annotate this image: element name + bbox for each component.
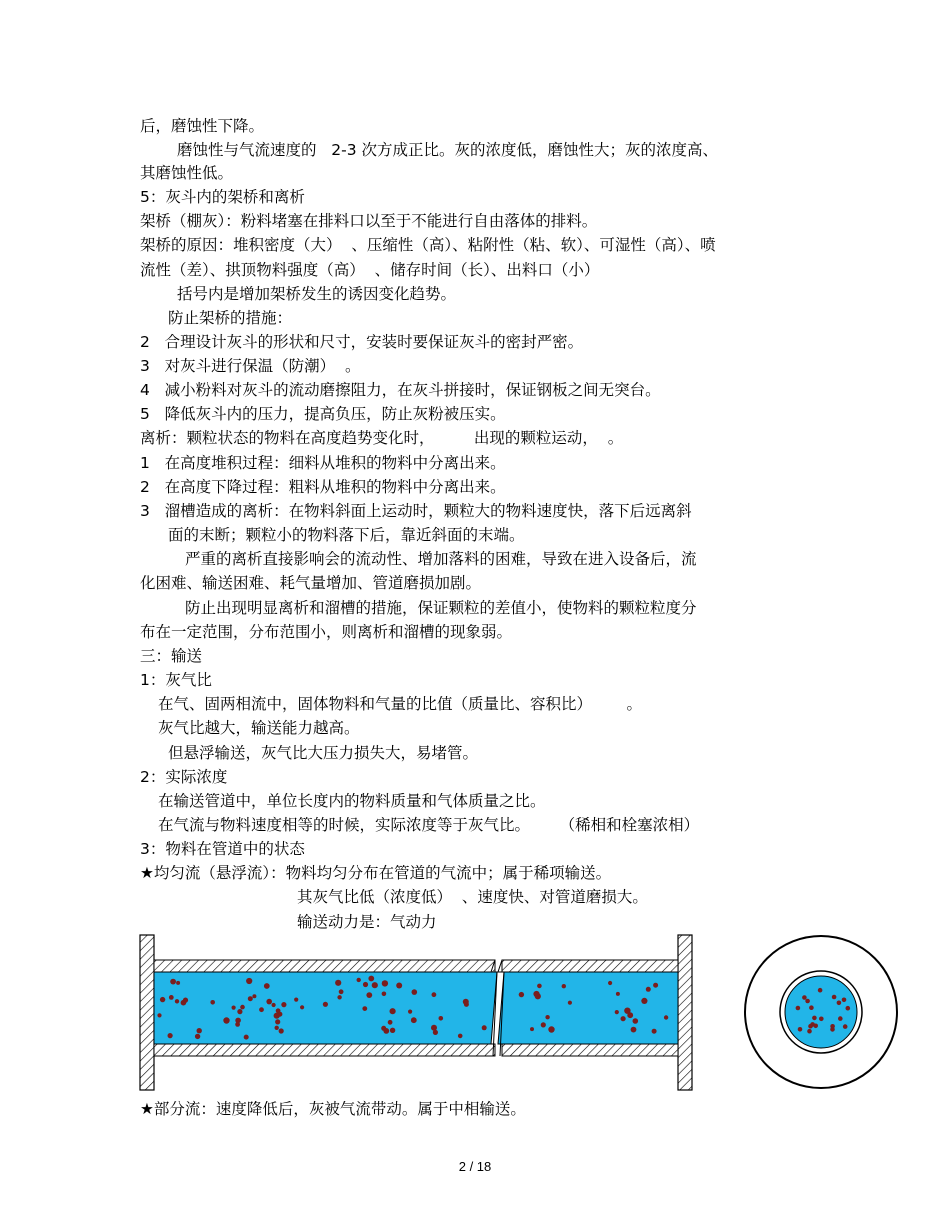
particle-dot bbox=[832, 995, 837, 1000]
text-line-33: 其灰气比低（浓度低） 、速度快、对管道磨损大。 bbox=[297, 888, 648, 906]
particle-dot bbox=[368, 976, 374, 982]
particle-dot bbox=[646, 987, 651, 992]
particle-dot bbox=[535, 993, 541, 999]
particle-dot bbox=[808, 1024, 813, 1029]
particle-dot bbox=[616, 992, 620, 996]
subheading-3: 3：物料在管道中的状态 bbox=[140, 840, 305, 858]
text-line-29: 在输送管道中，单位长度内的物料质量和气体质量之比。 bbox=[158, 792, 546, 810]
particle-dot bbox=[170, 979, 176, 985]
particle-dot bbox=[843, 1024, 848, 1029]
particle-dot bbox=[335, 980, 341, 986]
left-flange bbox=[140, 935, 154, 1090]
particle-dot bbox=[458, 1034, 463, 1039]
text-line-2: 磨蚀性与气流速度的 2-3 次方成正比。灰的浓度低，磨蚀性大；灰的浓度高、 bbox=[177, 141, 719, 159]
list-item-4: 4 减小粉料对灰斗的流动磨擦阻力，在灰斗拼接时，保证钢板之间无突台。 bbox=[140, 381, 661, 399]
particle-dot bbox=[363, 982, 368, 987]
text-line-8: 括号内是增加架桥发生的诱因变化趋势。 bbox=[177, 285, 457, 303]
particle-dot bbox=[248, 996, 253, 1001]
text-line-14: 离析：颗粒状态的物料在高度趋势变化时， 出现的颗粒运动， 。 bbox=[140, 429, 624, 447]
particle-dot bbox=[175, 999, 179, 1003]
particle-dot bbox=[608, 981, 612, 985]
particle-dot bbox=[621, 1016, 626, 1021]
particle-dot bbox=[197, 1028, 202, 1033]
list-item-2: 2 合理设计灰斗的形状和尺寸，安装时要保证灰斗的密封严密。 bbox=[140, 333, 584, 351]
text-line-6: 架桥的原因：堆积密度（大） 、压缩性（高）、粘附性（粘、软）、可湿性（高）、喷 bbox=[140, 236, 716, 254]
text-line-1: 后，磨蚀性下降。 bbox=[140, 117, 265, 135]
text-line-20: 化困难、输送困难、耗气量增加、管道磨损加剧。 bbox=[140, 574, 482, 592]
particle-dot bbox=[846, 1006, 851, 1011]
particle-dot bbox=[337, 995, 341, 999]
particle-dot bbox=[396, 983, 402, 989]
particle-dot bbox=[223, 1017, 229, 1023]
text-line-7: 流性（差）、拱顶物料强度（高） 、储存时间（长）、出料口（小） bbox=[140, 261, 600, 279]
particle-dot bbox=[548, 1026, 554, 1032]
particle-dot bbox=[412, 989, 418, 995]
particle-dot bbox=[562, 984, 566, 988]
particle-dot bbox=[615, 1010, 619, 1014]
list-item-3: 3 对灰斗进行保温（防潮） 。 bbox=[140, 357, 361, 375]
particle-dot bbox=[809, 1005, 814, 1010]
particle-dot bbox=[240, 1005, 245, 1010]
particle-dot bbox=[169, 995, 174, 1000]
particle-dot bbox=[653, 983, 658, 988]
particle-dot bbox=[390, 1008, 396, 1014]
right-flange bbox=[678, 935, 692, 1090]
particle-dot bbox=[641, 998, 647, 1004]
particle-dot bbox=[232, 1006, 236, 1010]
particle-dot bbox=[837, 1001, 842, 1006]
particle-dot bbox=[408, 1010, 412, 1014]
particle-dot bbox=[372, 982, 378, 988]
particle-dot bbox=[664, 1015, 668, 1019]
section-heading-3: 三：输送 bbox=[140, 647, 203, 665]
particle-dot bbox=[463, 999, 469, 1005]
text-line-22: 布在一定范围，分布范围小，则离析和溜槽的现象弱。 bbox=[140, 623, 513, 641]
text-line-26: 灰气比越大，输送能力越高。 bbox=[158, 719, 360, 737]
particle-dot bbox=[252, 994, 256, 998]
text-line-30: 在气流与物料速度相等的时候，实际浓度等于灰气比。 （稀相和栓塞浓相） bbox=[158, 816, 700, 834]
particle-dot bbox=[390, 1028, 395, 1033]
text-line-9: 防止架桥的措施： bbox=[168, 309, 293, 327]
particle-dot bbox=[411, 1017, 417, 1023]
text-line-27: 但悬浮输送，灰气比大压力损失大，易堵管。 bbox=[168, 744, 479, 762]
particle-dot bbox=[274, 1013, 280, 1019]
particle-dot bbox=[482, 1025, 487, 1030]
particle-dot bbox=[631, 1027, 637, 1033]
particle-dot bbox=[382, 992, 387, 997]
particle-dot bbox=[382, 980, 388, 986]
particle-dot bbox=[541, 1022, 546, 1027]
particle-dot bbox=[281, 1002, 286, 1007]
text-line-34: 输送动力是：气动力 bbox=[297, 913, 437, 931]
cross-section-fluid bbox=[785, 976, 857, 1048]
subheading-1: 1：灰气比 bbox=[140, 671, 212, 689]
list-item-5: 5 降低灰斗内的压力，提高负压，防止灰粉被压实。 bbox=[140, 405, 506, 423]
particle-dot bbox=[235, 1018, 241, 1024]
particle-dot bbox=[530, 1027, 534, 1031]
particle-dot bbox=[275, 1019, 280, 1024]
particle-dot bbox=[272, 1003, 276, 1007]
list-item-2b: 2 在高度下降过程：粗料从堆积的物料中分离出来。 bbox=[140, 478, 506, 496]
text-line-19: 严重的离析直接影响会的流动性、增加落料的困难，导致在进入设备后，流 bbox=[185, 550, 697, 568]
page-number: 2 / 18 bbox=[458, 1159, 492, 1174]
particle-dot bbox=[294, 998, 298, 1002]
text-line-18: 面的末断；颗粒小的物料落下后，靠近斜面的末端。 bbox=[168, 526, 525, 544]
particle-dot bbox=[819, 1017, 824, 1022]
text-line-21: 防止出现明显离析和溜槽的措施，保证颗粒的差值小，使物料的颗粒粒度分 bbox=[185, 599, 697, 617]
particle-dot bbox=[357, 978, 361, 982]
particle-dot bbox=[433, 1030, 438, 1035]
pipe-flow-diagram bbox=[135, 930, 705, 1095]
particle-dot bbox=[275, 1026, 279, 1030]
particle-dot bbox=[802, 995, 807, 1000]
list-item-3b: 3 溜槽造成的离析：在物料斜面上运动时，颗粒大的物料速度快，落下后远离斜 bbox=[140, 502, 692, 520]
particle-dot bbox=[652, 1029, 657, 1034]
particle-dot bbox=[568, 1001, 572, 1005]
particle-dot bbox=[439, 1016, 444, 1021]
particle-dot bbox=[818, 988, 823, 993]
section-heading-5: 5：灰斗内的架桥和离析 bbox=[140, 188, 305, 206]
particle-dot bbox=[366, 992, 372, 998]
particle-dot bbox=[519, 992, 524, 997]
particle-dot bbox=[279, 1028, 284, 1033]
particle-dot bbox=[383, 1028, 389, 1034]
particle-dot bbox=[627, 1012, 633, 1018]
list-item-1b: 1 在高度堆积过程：细料从堆积的物料中分离出来。 bbox=[140, 454, 506, 472]
text-line-32: ★均匀流（悬浮流）：物料均匀分布在管道的气流中；属于稀项输送。 bbox=[140, 864, 612, 882]
particle-dot bbox=[183, 998, 188, 1003]
particle-dot bbox=[813, 1024, 818, 1029]
particle-dot bbox=[323, 1002, 328, 1007]
particle-dot bbox=[237, 1009, 242, 1014]
particle-dot bbox=[633, 1018, 639, 1024]
particle-dot bbox=[432, 992, 437, 997]
pipe-fluid-left bbox=[154, 972, 497, 1044]
pipe-cross-section bbox=[741, 932, 901, 1092]
particle-dot bbox=[210, 1000, 215, 1005]
particle-dot bbox=[160, 997, 165, 1002]
particle-dot bbox=[838, 1016, 843, 1021]
particle-dot bbox=[168, 1033, 173, 1038]
particle-dot bbox=[805, 999, 810, 1004]
text-line-5: 架桥（棚灰）：粉料堵塞在排料口以至于不能进行自由落体的排料。 bbox=[140, 212, 598, 230]
particle-dot bbox=[176, 981, 180, 985]
text-line-25: 在气、固两相流中，固体物料和气量的比值（质量比、容积比） 。 bbox=[158, 695, 642, 713]
particle-dot bbox=[537, 984, 542, 989]
particle-dot bbox=[157, 1013, 161, 1017]
particle-dot bbox=[266, 999, 272, 1005]
particle-dot bbox=[796, 1006, 801, 1011]
subheading-2: 2：实际浓度 bbox=[140, 768, 228, 786]
particle-dot bbox=[300, 1005, 304, 1009]
particle-dot bbox=[830, 1027, 835, 1032]
particle-dot bbox=[388, 1020, 393, 1025]
particle-dot bbox=[362, 1006, 367, 1011]
particle-dot bbox=[246, 978, 252, 984]
text-line-35: ★部分流：速度降低后，灰被气流带动。属于中相输送。 bbox=[140, 1100, 526, 1118]
particle-dot bbox=[807, 1029, 812, 1034]
particle-dot bbox=[798, 1027, 803, 1032]
particle-dot bbox=[244, 1035, 249, 1040]
text-line-3: 其磨蚀性低。 bbox=[140, 164, 234, 182]
particle-dot bbox=[339, 989, 344, 994]
particle-dot bbox=[259, 1007, 264, 1012]
particle-dot bbox=[812, 1016, 817, 1021]
particle-dot bbox=[545, 1015, 549, 1019]
particle-dot bbox=[264, 983, 270, 989]
particle-dot bbox=[842, 998, 847, 1003]
pipe-fluid-right bbox=[498, 972, 678, 1044]
particle-dot bbox=[195, 1034, 200, 1039]
